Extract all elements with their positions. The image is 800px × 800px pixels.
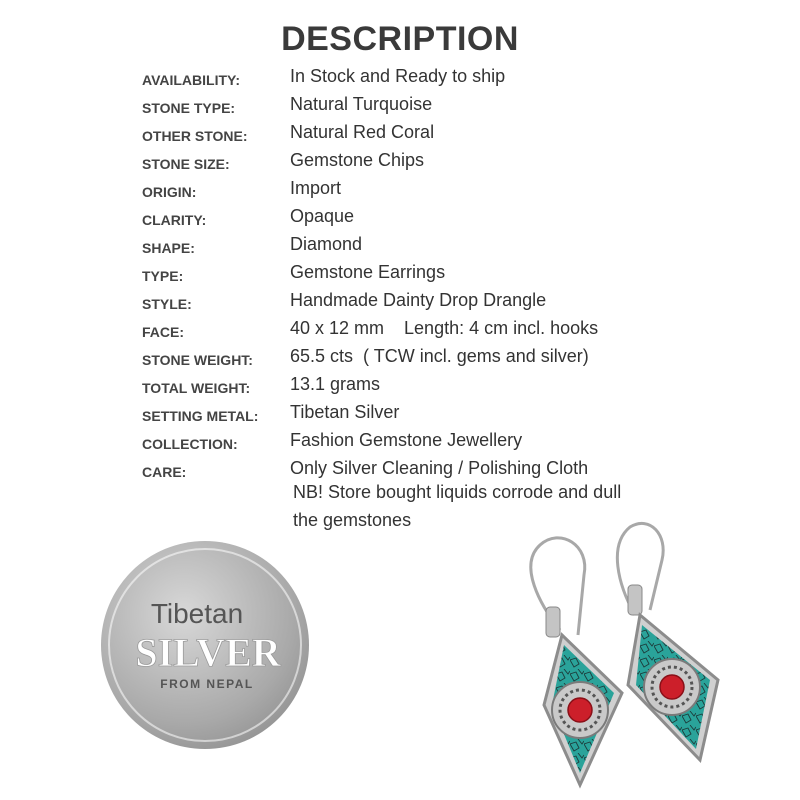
earrings-photo (500, 515, 760, 800)
spec-label: STONE WEIGHT: (142, 352, 253, 368)
spec-value: Fashion Gemstone Jewellery (290, 430, 523, 450)
spec-label: SETTING METAL: (142, 408, 259, 424)
spec-value: Gemstone Chips (290, 150, 425, 170)
spec-row-shape (142, 232, 742, 260)
spec-row-clarity (142, 204, 742, 232)
care-note-line-1: NB! Store bought liquids corrode and dull (293, 482, 622, 502)
spec-row-collection (142, 428, 742, 456)
left-earring (544, 635, 622, 785)
spec-label: CLARITY: (142, 212, 207, 228)
spec-label: TYPE: (142, 268, 184, 284)
spec-label: CARE: (142, 464, 187, 480)
spec-label: STYLE: (142, 296, 192, 312)
spec-value: Natural Turquoise (290, 94, 433, 114)
spec-value: Handmade Dainty Drop Drangle (290, 290, 547, 310)
spec-label: OTHER STONE: (142, 128, 248, 144)
left-coil (546, 607, 560, 637)
spec-row-stone-size (142, 148, 742, 176)
spec-row-type (142, 260, 742, 288)
spec-list (142, 64, 742, 484)
spec-row-setting-metal (142, 400, 742, 428)
spec-row-other-stone (142, 120, 742, 148)
right-earring (628, 615, 718, 760)
care-note-line-2: the gemstones (293, 510, 412, 530)
spec-label: SHAPE: (142, 240, 195, 256)
page-title: DESCRIPTION (281, 20, 519, 58)
spec-label: COLLECTION: (142, 436, 238, 452)
spec-value: Diamond (290, 234, 363, 254)
spec-label: AVAILABILITY: (142, 72, 240, 88)
spec-row-face (142, 316, 742, 344)
spec-value: Gemstone Earrings (290, 262, 446, 282)
spec-row-care (142, 456, 742, 484)
spec-label: STONE TYPE: (142, 100, 236, 116)
badge-line-2: SILVER (135, 630, 281, 675)
badge-line-1: Tibetan (150, 598, 244, 629)
spec-value: 65.5 cts ( TCW incl. gems and silver) (290, 346, 589, 366)
spec-row-availability (142, 64, 742, 92)
spec-value: In Stock and Ready to ship (290, 66, 506, 86)
spec-value: Opaque (290, 206, 355, 226)
spec-label: STONE SIZE: (142, 156, 230, 172)
spec-value: Only Silver Cleaning / Polishing Cloth (290, 458, 589, 478)
spec-value: Tibetan Silver (290, 402, 400, 422)
spec-row-stone-type (142, 92, 742, 120)
badge-line-3: FROM NEPAL (160, 677, 254, 691)
spec-value: 40 x 12 mm Length: 4 cm incl. hooks (290, 318, 599, 338)
spec-label: FACE: (142, 324, 184, 340)
spec-value: Import (290, 178, 342, 198)
spec-value: 13.1 grams (290, 374, 381, 394)
spec-row-origin (142, 176, 742, 204)
spec-label: ORIGIN: (142, 184, 197, 200)
spec-label: TOTAL WEIGHT: (142, 380, 251, 396)
tibetan-silver-badge (100, 540, 310, 750)
spec-row-style (142, 288, 742, 316)
spec-value: Natural Red Coral (290, 122, 435, 142)
right-coil (628, 585, 642, 615)
spec-row-stone-weight (142, 344, 742, 372)
spec-row-total-weight (142, 372, 742, 400)
